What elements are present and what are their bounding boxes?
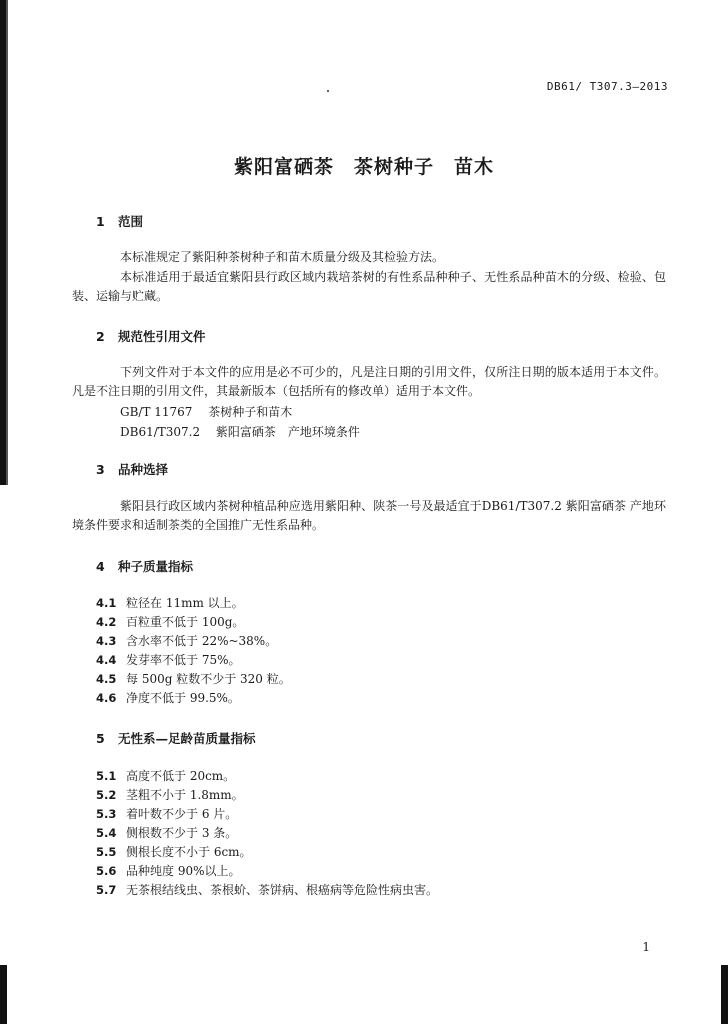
scan-edge-left-shadow xyxy=(6,0,8,485)
seedling-item-5-5: 5.5 侧根长度不小于 6cm。 xyxy=(96,845,252,859)
reference-gb-t-11767: GB/T 11767 茶树种子和苗木 xyxy=(120,405,293,419)
section-1-paragraph-1: 本标准规定了紫阳种茶树种子和苗木质量分级及其检验方法。 xyxy=(120,250,445,264)
section-2-paragraph-1: 下列文件对于本文件的应用是必不可少的，凡是注日期的引用文件，仅所注日期的版本适用于本文件。凡是不注日期的引用文件，其最新版本（包括所有的修改单）适用于本文件。 xyxy=(72,365,666,398)
standard-code: DB61/ T307.3—2013 xyxy=(546,80,668,93)
document-title: 紫阳富硒茶 茶树种子 苗木 xyxy=(233,156,494,178)
section-number: 3 xyxy=(96,462,105,477)
reference-db61-t307-2: DB61/T307.2 紫阳富硒茶 产地环境条件 xyxy=(120,425,360,439)
scan-edge-bottom-right xyxy=(721,965,728,1024)
seedling-item-5-4: 5.4 侧根数不少于 3 条。 xyxy=(96,826,238,840)
seedling-item-5-3: 5.3 着叶数不少于 6 片。 xyxy=(96,807,238,821)
section-number: 2 xyxy=(96,329,105,344)
section-title: 规范性引用文件 xyxy=(118,329,206,344)
seedling-item-5-7: 5.7 无茶根结线虫、茶根蚧、茶饼病、根癌病等危险性病虫害。 xyxy=(96,883,439,897)
section-3-heading xyxy=(96,460,168,478)
section-1-paragraph-2: 本标准适用于最适宜紫阳县行政区域内栽培茶树的有性系品种种子、无性系品种苗木的分级、检验、包装、运输与贮藏。 xyxy=(72,270,666,303)
section-title: 品种选择 xyxy=(118,462,169,477)
section-number: 1 xyxy=(96,214,105,229)
scan-edge-bottom-left xyxy=(0,965,7,1024)
section-title: 范围 xyxy=(118,214,144,229)
seedling-item-5-1: 5.1 高度不低于 20cm。 xyxy=(96,769,236,783)
seed-item-4-2: 4.2 百粒重不低于 100g。 xyxy=(96,615,245,629)
section-number: 5 xyxy=(96,731,105,746)
section-2-heading xyxy=(96,327,206,345)
section-3-paragraph-1: 紫阳县行政区域内茶树种植品种应选用紫阳种、陕茶一号及最适宜于DB61/T307.2 紫阳富硒茶 产地环境条件要求和适制茶类的全国推广无性系品种。 xyxy=(72,499,666,532)
seed-item-4-1: 4.1 粒径在 11mm 以上。 xyxy=(96,596,244,610)
seed-item-4-5: 4.5 每 500g 粒数不少于 320 粒。 xyxy=(96,672,291,686)
seed-item-4-4: 4.4 发芽率不低于 75%。 xyxy=(96,653,241,667)
section-1-heading xyxy=(96,212,143,230)
page-number: 1 xyxy=(642,940,650,954)
section-title: 种子质量指标 xyxy=(118,559,194,574)
scan-speck xyxy=(327,90,329,92)
section-4-heading xyxy=(96,557,193,575)
section-title: 无性系—足龄苗质量指标 xyxy=(118,731,256,746)
seedling-item-5-6: 5.6 品种纯度 90%以上。 xyxy=(96,864,241,878)
section-number: 4 xyxy=(96,559,105,574)
seed-item-4-6: 4.6 净度不低于 99.5%。 xyxy=(96,691,240,705)
seedling-item-5-2: 5.2 茎粗不小于 1.8mm。 xyxy=(96,788,244,802)
section-5-heading xyxy=(96,729,256,747)
seed-item-4-3: 4.3 含水率不低于 22%~38%。 xyxy=(96,634,278,648)
